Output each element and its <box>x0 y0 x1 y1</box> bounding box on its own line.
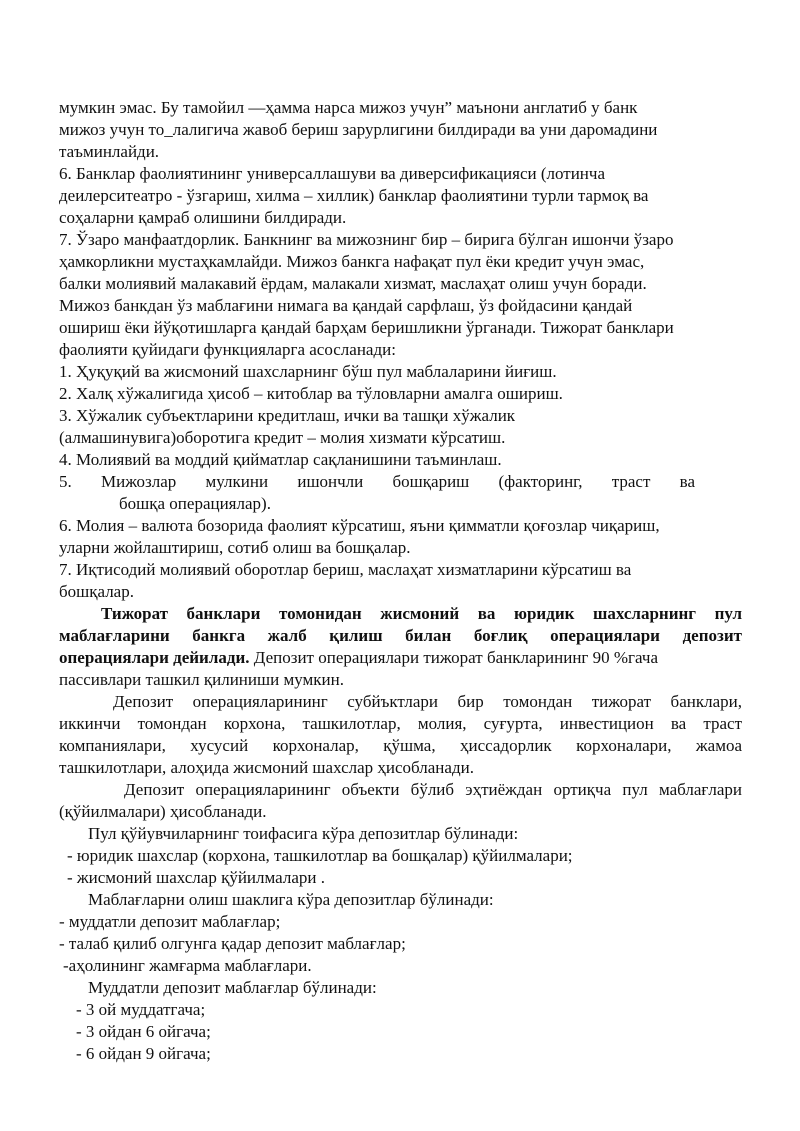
list-item: 2. Халқ хўжалигида ҳисоб – китоблар ва тўловларни амалга ошириш. <box>59 384 563 403</box>
bold-term: операциялари дейилади. <box>59 648 250 667</box>
list-item: - жисмоний шахслар қўйилмалари . <box>67 868 325 887</box>
text-line: ошириш ёки йўқотишларга қандай барҳам беришликни ўрганади. Тижорат банклари <box>59 318 674 337</box>
text-line: ҳамкорликни мустаҳкамлайди. Мижоз банкга нафақат пул ёки кредит учун эмас, <box>59 252 645 271</box>
bold-paragraph-line: маблағларини банкга жалб қилиш билан боғлиқ операциялари депозит <box>59 626 742 645</box>
text-line: фаолияти қуйидаги функцияларга асосланади: <box>59 340 396 359</box>
list-item: 5. Мижозлар мулкини ишончли бошқариш (факторинг, траст ва <box>59 472 695 491</box>
text-line: Маблағларни олиш шаклига кўра депозитлар бўлинади: <box>88 890 494 909</box>
list-item: 4. Молиявий ва моддий қийматлар сақланишини таъминлаш. <box>59 450 502 469</box>
paragraph-line: иккинчи томондан корхона, ташкилотлар, молия, суғурта, инвестицион ва траст <box>59 714 742 733</box>
text-line: 6. Банклар фаолиятининг универсаллашуви ва диверсификацияси (лотинча <box>59 164 605 183</box>
list-item: 7. Иқтисодий молиявий оборотлар бериш, маслаҳат хизматларини кўрсатиш ва <box>59 560 632 579</box>
mixed-paragraph-line <box>59 647 658 669</box>
list-item: 6. Молия – валюта бозорида фаолият кўрсатиш, яъни қимматли қоғозлар чиқариш, <box>59 516 660 535</box>
text-line: 7. Ўзаро манфаатдорлик. Банкнинг ва мижознинг бир – бирига бўлган ишончи ўзаро <box>59 230 674 249</box>
text-line: таъминлайди. <box>59 142 160 161</box>
list-item: - талаб қилиб олгунга қадар депозит маблағлар; <box>59 934 406 953</box>
list-item: - юридик шахслар (корхона, ташкилотлар ва бошқалар) қўйилмалари; <box>67 846 573 865</box>
bold-paragraph-line: Тижорат банклари томонидан жисмоний ва юридик шахсларнинг пул <box>101 604 742 623</box>
list-item: 3. Хўжалик субъектларини кредитлаш, ички ва ташқи хўжалик <box>59 406 516 425</box>
text-line: (қўйилмалари) ҳисобланади. <box>59 802 267 821</box>
text-line: Мижоз банкдан ўз маблағини нимага ва қандай сарфлаш, ўз фойдасини қандай <box>59 296 633 315</box>
text-line: ташкилотлари, алоҳида жисмоний шахслар ҳисобланади. <box>59 758 474 777</box>
paragraph-line: компаниялари, хусусий корхоналар, қўшма, ҳиссадорлик корхоналари, жамоа <box>59 736 742 755</box>
text-line: мумкин эмас. Бу тамойил —ҳамма нарса мижоз учун” маънони англатиб у банк <box>59 98 638 117</box>
paragraph-line: Депозит операцияларининг объекти бўлиб эҳтиёждан ортиқча пул маблағлари <box>124 780 742 799</box>
text-span: Депозит операциялари тижорат банкларининг 90 %гача <box>249 648 658 667</box>
text-line: бошқа операциялар). <box>119 494 271 513</box>
text-line: балки молиявий малакавий ёрдам, малакали хизмат, маслаҳат олиш учун боради. <box>59 274 647 293</box>
text-line: бошқалар. <box>59 582 134 601</box>
text-line: деилерситеатро - ўзгариш, хилма – хиллик) банклар фаолиятини турли тармоқ ва <box>59 186 649 205</box>
text-line: Пул қўйувчиларнинг тоифасига кўра депозитлар бўлинади: <box>88 824 519 843</box>
list-item: - муддатли депозит маблағлар; <box>59 912 281 931</box>
list-item: 1. Ҳуқуқий ва жисмоний шахсларнинг бўш пул маблаларини йиғиш. <box>59 362 557 381</box>
text-line: пассивлари ташкил қилиниши мумкин. <box>59 670 344 689</box>
list-item: - 3 ой муддатгача; <box>76 1000 206 1019</box>
text-line: уларни жойлаштириш, сотиб олиш ва бошқалар. <box>59 538 411 557</box>
paragraph-line: Депозит операцияларининг субйъктлари бир томондан тижорат банклари, <box>113 692 742 711</box>
list-item: - 6 ойдан 9 ойгача; <box>76 1044 211 1063</box>
text-line: мижоз учун то_лалигича жавоб бериш зарурлигини билдиради ва уни даромадини <box>59 120 658 139</box>
text-line: Муддатли депозит маблағлар бўлинади: <box>88 978 377 997</box>
text-line: (алмашинувига)оборотига кредит – молия хизмати кўрсатиш. <box>59 428 506 447</box>
list-item: -аҳолининг жамғарма маблағлари. <box>63 956 312 975</box>
list-item: - 3 ойдан 6 ойгача; <box>76 1022 211 1041</box>
text-line: соҳаларни қамраб олишини билдиради. <box>59 208 347 227</box>
